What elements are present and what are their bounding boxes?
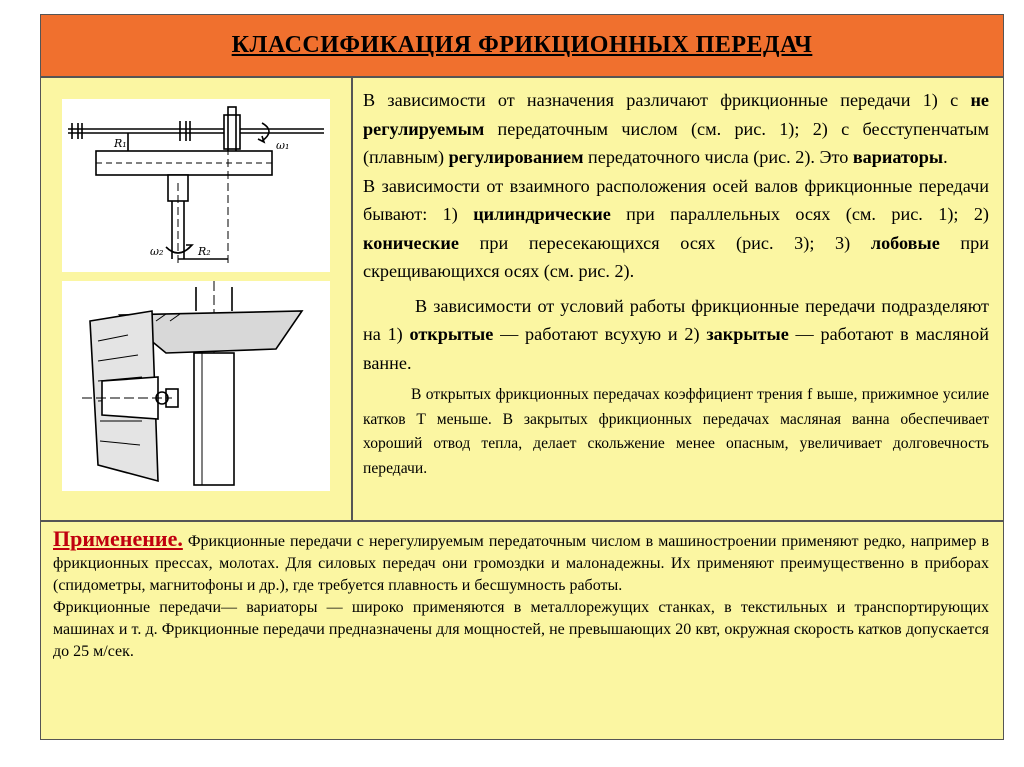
term-variators: вариаторы <box>852 147 944 167</box>
text: — работают в масляной ванне. <box>363 324 989 373</box>
application-paragraph-1 <box>53 528 989 597</box>
text: при пересекающихся осях (рис. 3); 3) <box>458 232 871 253</box>
label-omega2: ω₂ <box>150 245 164 258</box>
text: В зависимости от взаимного расположения осей валов фрикционные передачи бывают: 1) <box>363 175 989 224</box>
text: передаточного числа (рис. 2). Это <box>583 147 853 167</box>
text: — работают всухую и 2) <box>493 324 707 344</box>
label-omega1: ω₁ <box>276 139 290 152</box>
term-frontal: лобовые <box>870 232 940 253</box>
term-non-adjustable: не регулируемым <box>363 90 989 139</box>
figure-2-bevel-drive <box>62 281 330 491</box>
term-regulation: регулированием <box>448 147 584 167</box>
title-banner <box>40 14 1004 77</box>
term-cylindrical: цилиндрические <box>473 204 611 224</box>
paragraph-axes <box>363 172 989 286</box>
application-heading: Применение. <box>53 526 183 551</box>
term-conical: конические <box>363 232 459 253</box>
application-panel <box>40 521 1004 740</box>
term-open: открытые <box>409 324 494 344</box>
term-closed: закрытые <box>706 324 789 344</box>
paragraph-conditions <box>363 292 989 378</box>
label-r2: R₂ <box>198 245 211 258</box>
text: В зависимости от условий работы фрикционные передачи подразделяют на 1) <box>363 295 989 344</box>
figures-panel <box>40 77 352 521</box>
figure-1-friction-drive <box>62 99 330 272</box>
paragraph-friction-note: В открытых фрикционных передачах коэффициент трения f выше, прижимное усилие катков Т меньше. В закрытых фрикционных передачах масляная ванна обеспечивает хороший отвод тепла, делает скольжение менее опасным, увеличивает долговечность передачи. <box>363 386 989 477</box>
text: передаточным числом (см. рис. 1); 2) с бесступенчатым (плавным) <box>363 118 989 167</box>
classification-text-panel <box>352 77 1004 521</box>
label-r1: R₁ <box>114 137 127 150</box>
text: при скрещивающихся осях (см. рис. 2). <box>363 232 989 281</box>
paragraph-purpose <box>363 86 989 172</box>
text: при параллельных осях (см. рис. 1); 2) <box>610 204 989 224</box>
text: Фрикционные передачи с нерегулируемым передаточным числом в машиностроении применяют редко, например в фрикционных прессах, молотах. Для силовых передач они громоздки и малонадежны. Их применяют преимущественно в приборах (спидометры, магнитофоны и др.), где требуется плавность и бесшумность работы. <box>53 533 989 594</box>
page-title: КЛАССИФИКАЦИЯ ФРИКЦИОННЫХ ПЕРЕДАЧ <box>231 32 813 58</box>
text: В зависимости от назначения различают фрикционные передачи 1) с <box>363 90 971 110</box>
text: . <box>943 147 948 167</box>
figure-2-drawing <box>62 281 330 491</box>
application-paragraph-2: Фрикционные передачи— вариаторы — широко применяются в металлорежущих станках, в текстильных и транспортирующих машинах и т. д. Фрикционные передачи предназначены для мощностей, не превышающих 20 квт, окружная скорость катков допускается до 25 м/сек. <box>53 599 989 660</box>
figure-1-drawing <box>62 99 330 272</box>
